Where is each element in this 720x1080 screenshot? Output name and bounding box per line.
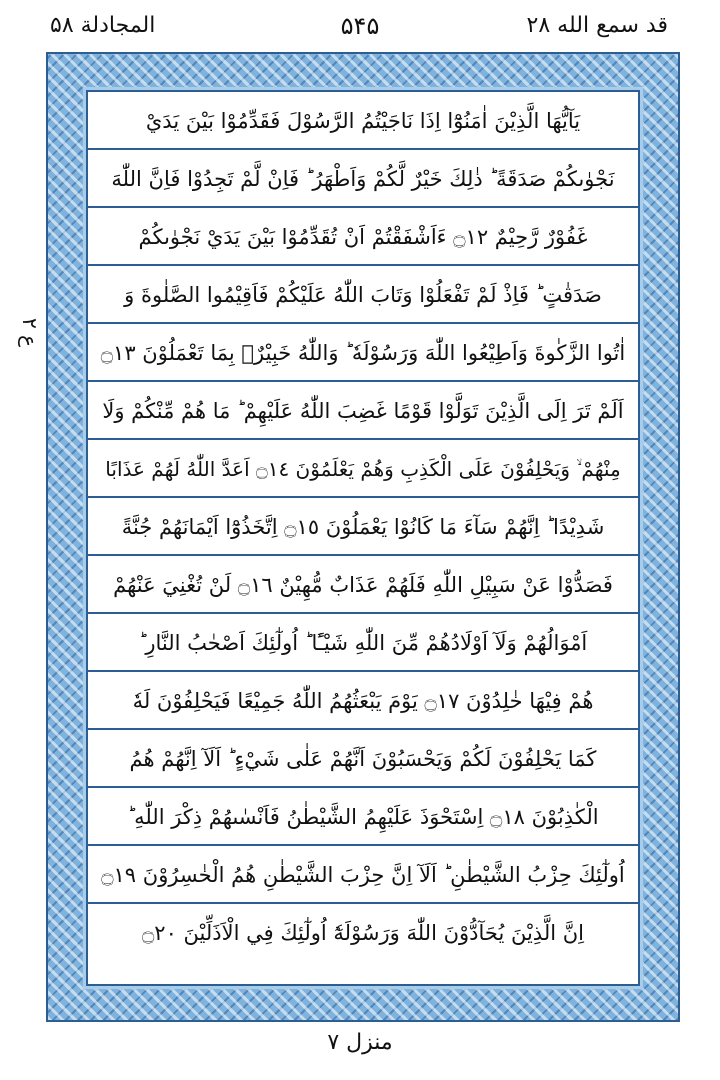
verse-line: اَمْوَالُهُمْ وَلَآ اَوْلَادُهُمْ مِّنَ اللّٰهِ شَيْـًٔا ؕ اُولٰٓئِكَ اَصْحٰبُ النَّارِ ؕ bbox=[88, 614, 638, 672]
verse-line: اَلَمْ تَرَ اِلَى الَّذِيْنَ تَوَلَّوْا قَوْمًا غَضِبَ اللّٰهُ عَلَيْهِمْ ؕ مَا هُمْ مِّنْكُمْ وَلَا bbox=[88, 382, 638, 440]
verse-lines bbox=[88, 92, 638, 984]
verse-line: اِنَّ الَّذِيْنَ يُحَآدُّوْنَ اللّٰهَ وَرَسُوْلَهٗٓ اُولٰٓئِكَ فِي الْاَذَلِّيْنَ ۝٢٠ bbox=[142, 921, 584, 945]
verse-line: نَجْوٰىكُمْ صَدَقَةً ؕ ذٰلِكَ خَيْرٌ لَّكُمْ وَاَطْهَرُ ؕ فَاِنْ لَّمْ تَجِدُوْا فَاِنَّ اللّٰهَ bbox=[88, 150, 638, 208]
verse-line: شَدِيْدًا ؕ اِنَّهُمْ سَآءَ مَا كَانُوْا يَعْمَلُوْنَ ۝١٥ اِتَّخَذُوْٓا اَيْمَانَهُمْ جُنَّةً bbox=[88, 498, 638, 556]
verse-line: اُولٰٓئِكَ حِزْبُ الشَّيْطٰنِ ؕ اَلَآ اِنَّ حِزْبَ الشَّيْطٰنِ هُمُ الْخٰسِرُوْنَ ۝١٩ bbox=[88, 846, 638, 904]
page-number: ۵۴۵ bbox=[340, 12, 380, 40]
ornamental-border bbox=[46, 52, 680, 1022]
verse-line: فَصَدُّوْا عَنْ سَبِيْلِ اللّٰهِ فَلَهُمْ عَذَابٌ مُّهِيْنٌ ۝١٦ لَنْ تُغْنِيَ عَنْهُمْ bbox=[88, 556, 638, 614]
ruku-marker: ع ۲ bbox=[18, 318, 42, 348]
verse-line: غَفُوْرٌ رَّحِيْمٌ ۝١٢ ءَاَشْفَقْتُمْ اَنْ تُقَدِّمُوْا بَيْنَ يَدَيْ نَجْوٰىكُمْ bbox=[88, 208, 638, 266]
verse-line: مِنْهُمْ ۙ وَيَحْلِفُوْنَ عَلَى الْكَذِبِ وَهُمْ يَعْلَمُوْنَ ۝١٤ اَعَدَّ اللّٰهُ لَهُمْ عَذَابًا bbox=[88, 440, 638, 498]
manzil-label: منزل ۷ bbox=[327, 1030, 393, 1055]
surah-name: المجادلة ۵۸ bbox=[50, 13, 156, 38]
juz-name: قد سمع الله ۲۸ bbox=[526, 13, 668, 38]
verse-line: هُمْ فِيْهَا خٰلِدُوْنَ ۝١٧ يَوْمَ يَبْعَثُهُمُ اللّٰهُ جَمِيْعًا فَيَحْلِفُوْنَ لَهٗ bbox=[88, 672, 638, 730]
verse-line: كَمَا يَحْلِفُوْنَ لَكُمْ وَيَحْسَبُوْنَ اَنَّهُمْ عَلٰى شَيْءٍ ؕ اَلَآ اِنَّهُمْ هُمُ bbox=[88, 730, 638, 788]
verse-line: اٰتُوا الزَّكٰوةَ وَاَطِيْعُوا اللّٰهَ وَرَسُوْلَهٗ ؕ وَاللّٰهُ خَبِيْرٌۢ بِمَا تَعْمَلُوْنَ ۝١٣ bbox=[88, 324, 638, 382]
text-panel bbox=[86, 90, 640, 986]
verse-line: صَدَقٰتٍ ؕ فَاِذْ لَمْ تَفْعَلُوْا وَتَابَ اللّٰهُ عَلَيْكُمْ فَاَقِيْمُوا الصَّلٰوةَ وَ bbox=[88, 266, 638, 324]
verse-line: الْكٰذِبُوْنَ ۝١٨ اِسْتَحْوَذَ عَلَيْهِمُ الشَّيْطٰنُ فَاَنْسٰىهُمْ ذِكْرَ اللّٰهِ ؕ bbox=[88, 788, 638, 846]
verse-line: يَآيُّهَا الَّذِيْنَ اٰمَنُوْٓا اِذَا نَاجَيْتُمُ الرَّسُوْلَ فَقَدِّمُوْا بَيْنَ يَدَيْ bbox=[88, 92, 638, 150]
